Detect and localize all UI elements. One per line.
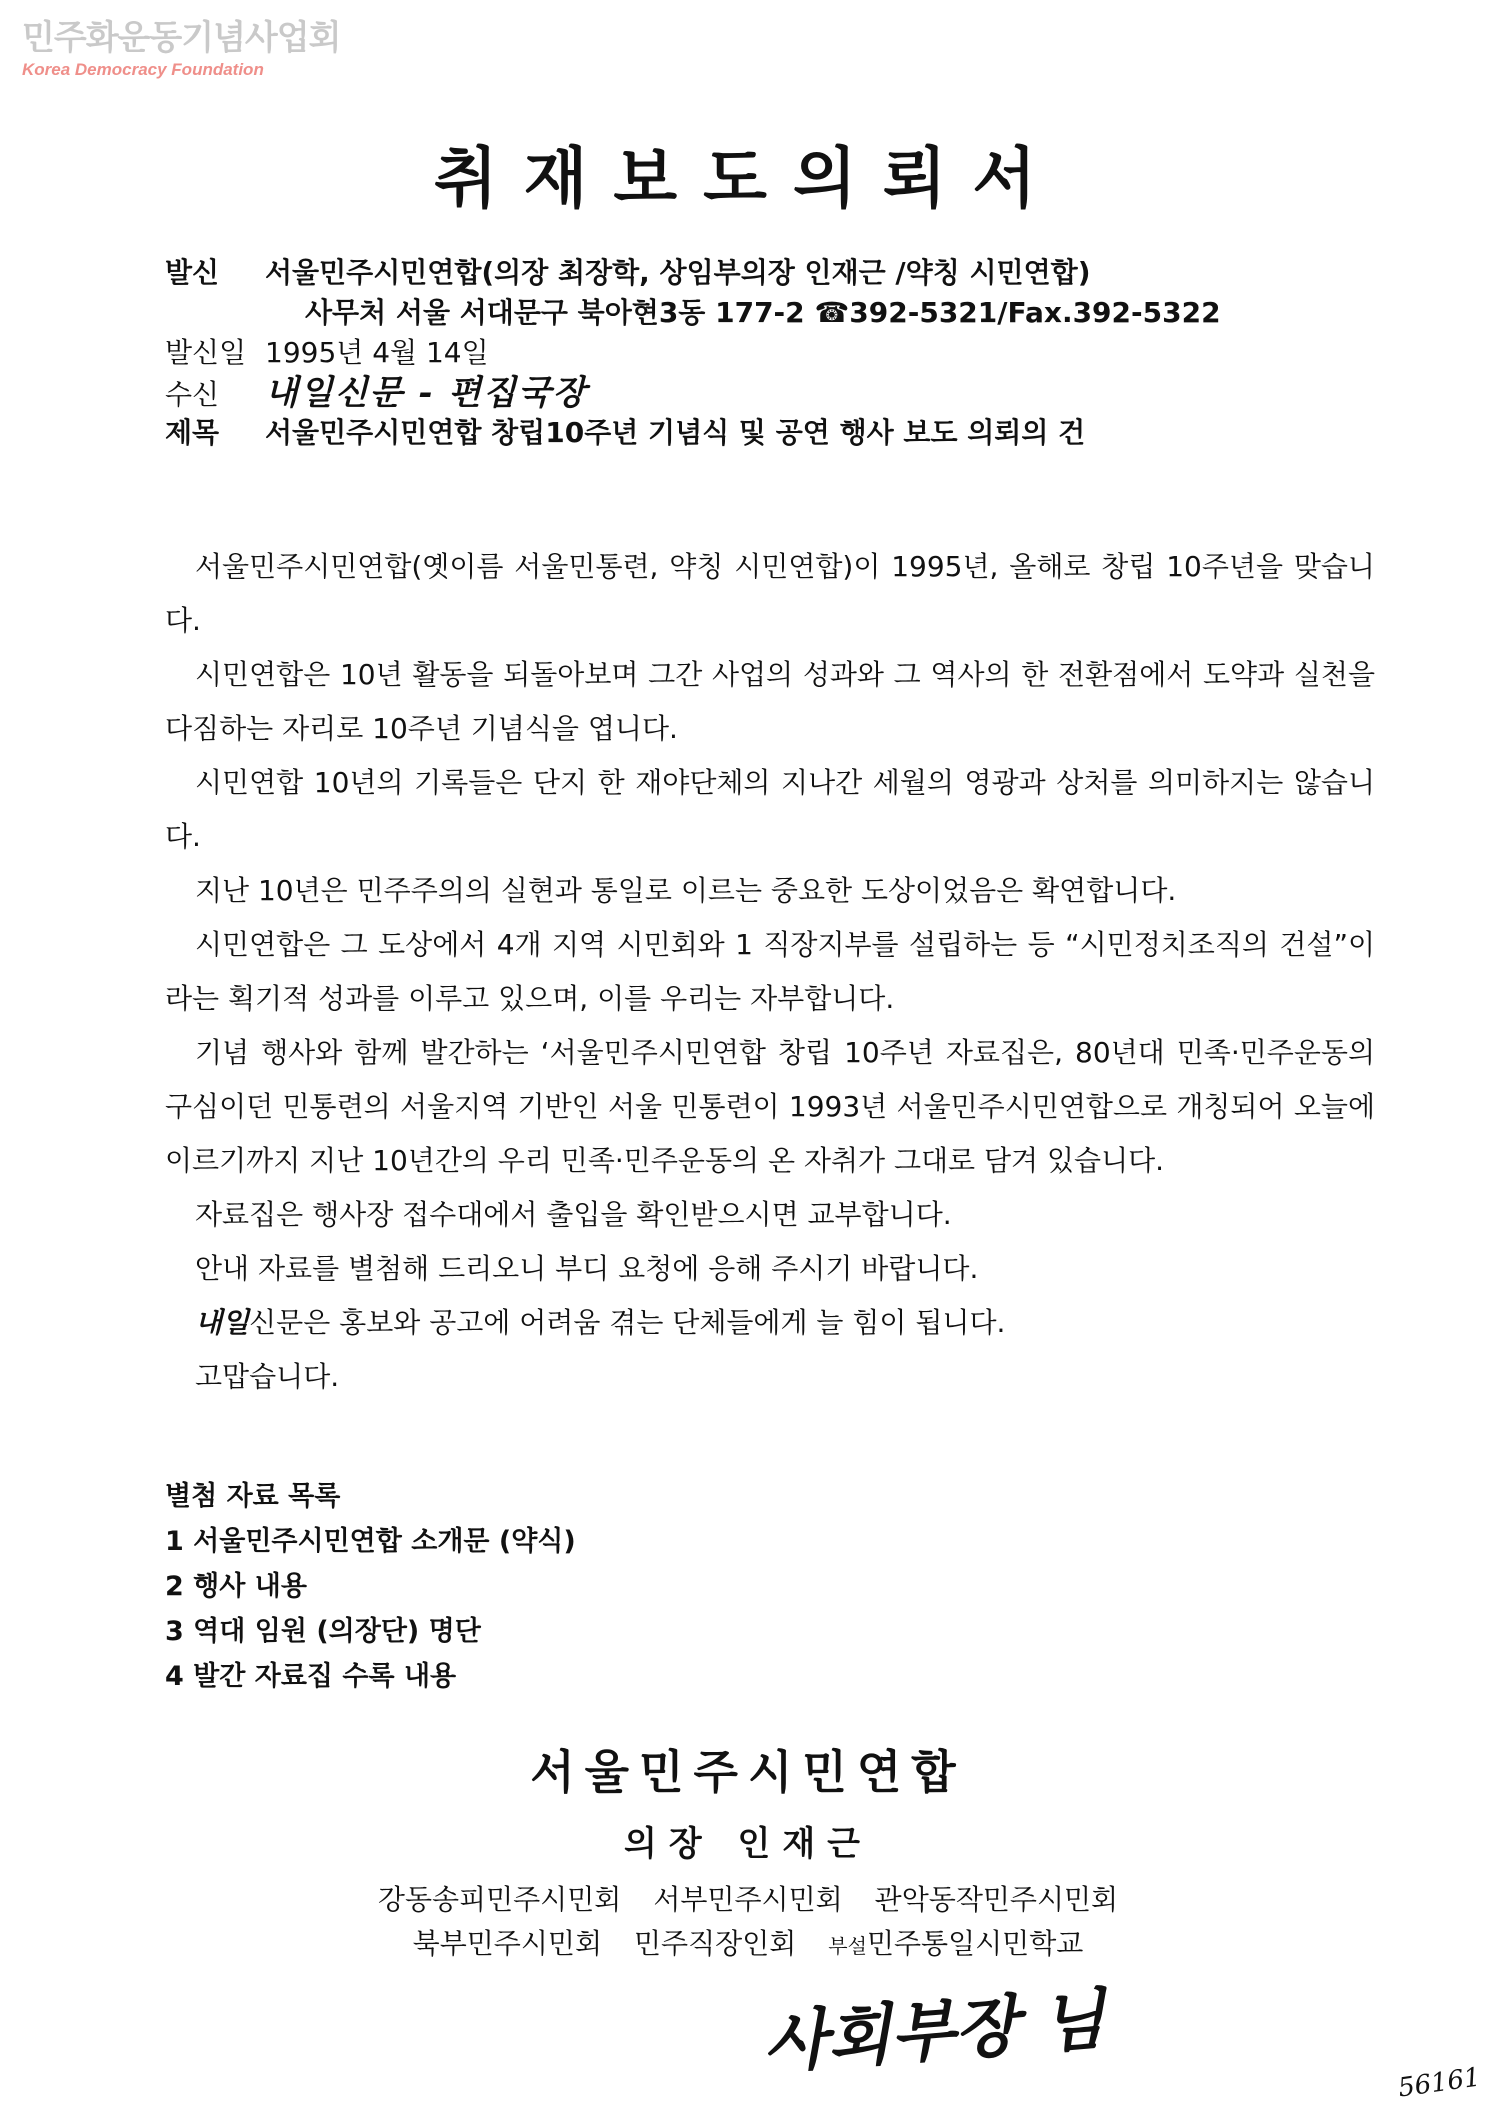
body-paragraph-text: 신문은 홍보와 공고에 어려움 겪는 단체들에게 늘 힘이 됩니다. [249, 1306, 1006, 1339]
body-paragraph: 시민연합은 10년 활동을 되돌아보며 그간 사업의 성과와 그 역사의 한 전환점에서 도약과 실천을 다짐하는 자리로 10주년 기념식을 엽니다. [165, 658, 1375, 745]
body-paragraph: 지난 10년은 민주주의의 실현과 통일로 이르는 중요한 도상이었음은 확연합니다. [195, 874, 1177, 907]
sender-value: 서울민주시민연합(의장 최장학, 상임부의장 인재근 /약칭 시민연합) [265, 256, 1091, 289]
subject-row [165, 414, 1221, 454]
logo-english-text: Korea Democracy Foundation [22, 60, 264, 79]
document-number: 56161 [1396, 2062, 1483, 2104]
member-org: 북부민주시민회 [412, 1927, 602, 1960]
subject-value: 서울민주시민연합 창립10주년 기념식 및 공연 행사 보도 의뢰의 건 [265, 416, 1086, 449]
recipient-row [165, 374, 1221, 414]
handwritten-note: 사회부장 님 [760, 1980, 1108, 2082]
attachment-item: 2 행사 내용 [165, 1571, 307, 1602]
body-paragraph: 고맙습니다. [195, 1360, 340, 1393]
sender-label: 발신 [165, 256, 220, 289]
logo-korean-text: 민주화운동기념사업회 [22, 18, 341, 58]
sender-row [165, 254, 1221, 294]
member-row-2 [0, 1922, 1496, 1968]
attachment-item: 4 발간 자료집 수록 내용 [165, 1661, 457, 1692]
handwritten-newspaper-name: 내일 [195, 1306, 250, 1339]
body-paragraph: 시민연합 10년의 기록들은 단지 한 재야단체의 지나간 세월의 영광과 상처를 의미하지는 않습니다. [165, 766, 1375, 853]
member-organizations [0, 1878, 1496, 1968]
foundation-logo [22, 18, 340, 80]
date-label: 발신일 [165, 336, 247, 369]
member-org: 민주직장인회 [634, 1927, 797, 1960]
member-org: 관악동작민주시민회 [874, 1883, 1119, 1916]
recipient-label: 수신 [165, 378, 220, 411]
affiliate-label: 부설 [828, 1934, 867, 1958]
body-paragraph: 시민연합은 그 도상에서 4개 지역 시민회와 1 직장지부를 설립하는 등 “시민정치조직의 건설”이라는 획기적 성과를 이루고 있으며, 이를 우리는 자부합니다. [165, 928, 1375, 1015]
header-meta [165, 254, 1221, 454]
chairperson: 의장 인재근 [623, 1824, 873, 1864]
attachment-list [165, 1474, 576, 1699]
attachment-item: 3 역대 임원 (의장단) 명단 [165, 1616, 481, 1647]
body-paragraph [165, 1296, 1375, 1350]
member-org: 서부민주시민회 [653, 1883, 843, 1916]
body-paragraph: 서울민주시민연합(옛이름 서울민통련, 약칭 시민연합)이 1995년, 올해로 창립 10주년을 맞습니다. [165, 550, 1375, 637]
member-row-1 [0, 1878, 1496, 1922]
organization-name: 서울민주시민연합 [530, 1745, 966, 1799]
body-paragraph: 기념 행사와 함께 발간하는 ‘서울민주시민연합 창립 10주년 자료집은, 80년대 민족·민주운동의 구심이던 민통련의 서울지역 기반인 서울 민통련이 1993년 서울민주시민연합으로 개칭되어 오늘에 이르기까지 지난 10년간의 우리 민족·민주운동의 온 자취가 그대로 담겨 있습니다. [165, 1036, 1375, 1177]
document-title: 취재보도의뢰서 [433, 139, 1063, 217]
subject-label: 제목 [165, 416, 220, 449]
attachment-item: 1 서울민주시민연합 소개문 (약식) [165, 1526, 576, 1557]
member-org: 강동송피민주시민회 [377, 1883, 622, 1916]
office-row: 사무처 서울 서대문구 북아현3동 177-2 ☎392-5321/Fax.392-5322 [305, 296, 1221, 329]
date-row [165, 334, 1221, 374]
attachment-heading: 별첨 자료 목록 [165, 1481, 341, 1512]
affiliate-org: 민주통일시민학교 [866, 1927, 1084, 1960]
date-value: 1995년 4월 14일 [265, 336, 489, 369]
recipient-handwritten: 내일신문 - 편집국장 [265, 373, 588, 413]
letter-body [165, 540, 1375, 1404]
body-paragraph: 자료집은 행사장 접수대에서 출입을 확인받으시면 교부합니다. [195, 1198, 952, 1231]
body-paragraph: 안내 자료를 별첨해 드리오니 부디 요청에 응해 주시기 바랍니다. [195, 1252, 979, 1285]
